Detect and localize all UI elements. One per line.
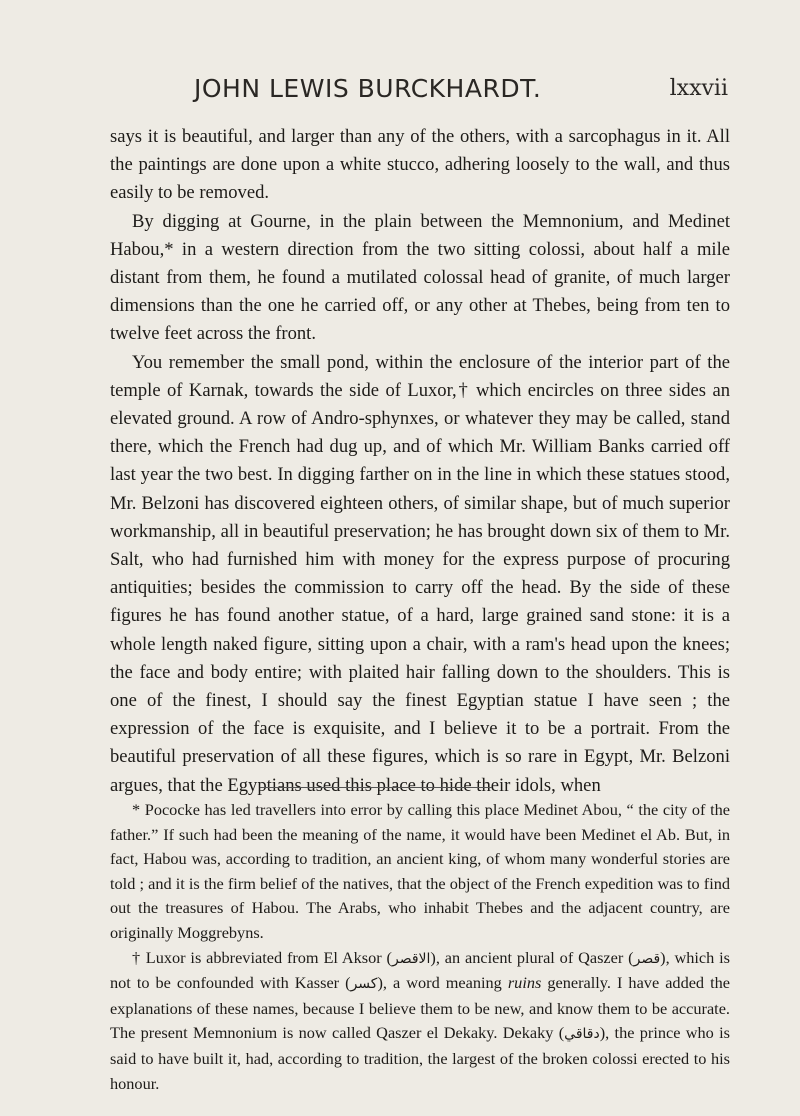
page-header bbox=[110, 74, 728, 106]
footnote-2-text-c: ), which is not to be confounded with Kasser ( bbox=[110, 947, 731, 993]
running-head: JOHN LEWIS BURCKHARDT. bbox=[194, 74, 542, 103]
paragraph-3-text-a: You remember the small pond, within the enclosure of the interior part of the temple of Karnak, towards the side of Luxor, bbox=[110, 351, 730, 401]
footnote-mark-dagger: † bbox=[456, 379, 470, 401]
page-number: lxxvii bbox=[669, 76, 728, 101]
footnote-1: * Pococke has led travellers into error by calling this place Medinet Abou, “ the city of the father.” If such had been the meaning of the name, it would have been Medinet el Ab. But, in fact, Habou was, according to tradition, an ancient king, of whom many wonderful stories are told ; and it is the firm belief of the natives, that the object of the French expedition was to find out the treasures of Habou. The Arabs, who inhabit Thebes and the adjacent country, are originally Moggrebyns. bbox=[110, 800, 730, 942]
footnote-2-text-a: † Luxor is abbreviated from El Aksor ( bbox=[132, 947, 392, 967]
paragraph-2-text-b: in a western direction from the two sitting colossi, about half a mile distant from them, he found a mutilated colossal head of granite, of much larger dimensions than the one he carried off, or any other at Thebes, being from ten to twelve feet across the front. bbox=[110, 238, 730, 345]
footnote-2-text-e: generally. I have added the explanations of these names, because I believe them to be new, and know them to be accurate. The present Memnonium is now called Qaszer el Dekaky. Dekaky ( bbox=[110, 973, 730, 1043]
arabic-word-dekaky: دقاقي bbox=[564, 1026, 600, 1043]
paragraph-3 bbox=[110, 349, 730, 800]
footnote-2-text-b: ), an ancient plural of Qaszer ( bbox=[430, 947, 634, 967]
arabic-word-kasser: كسر bbox=[350, 976, 378, 993]
footnote-mark-asterisk: * bbox=[164, 238, 174, 260]
footnote-2 bbox=[110, 946, 730, 1097]
body-text bbox=[110, 123, 730, 800]
footnote-2-text-f: ), the prince who is said to have built it, had, according to tradition, the largest of the broken colossi erected to his honour. bbox=[110, 1023, 730, 1093]
italic-word-ruins: ruins bbox=[507, 973, 542, 993]
paragraph-2-text-a: By digging at Gourne, in the plain between the Memnonium, and Medinet Habou, bbox=[110, 210, 730, 260]
footnote-2-text-d: ), a word meaning bbox=[377, 973, 508, 993]
paragraph-3-text-b: which encircles on three sides an elevated ground. A row of Andro-sphynxes, or whatever they may be called, stand there, which the French had dug up, and of which Mr. William Banks carried off last year the two best. In digging farther on in the line in which these statues stood, Mr. Belzoni has discovered eighteen others, of similar shape, but of much superior workmanship, all in beautiful preservation; he has brought down six of them to Mr. Salt, who had furnished him with money for the express purpose of procuring antiquities; besides the commission to carry off the head. By the side of these figures he has found another statue, of a hard, large grained sand stone: it is a whole length naked figure, sitting upon a chair, with a ram's head upon the knees; the face and body entire; with plaited hair falling down to the shoulders. This is one of the finest, I should say the finest Egyptian statue I have seen ; the expression of the face is exquisite, and I believe it to be a portrait. From the beautiful preservation of all these figures, which is so rare in Egypt, Mr. Belzoni argues, that the Egyptians used this place to hide their idols, when bbox=[110, 379, 730, 796]
footnote-divider bbox=[260, 787, 492, 788]
footnotes bbox=[110, 798, 730, 1096]
arabic-word-qaszer: قصر bbox=[633, 950, 661, 967]
paragraph-2 bbox=[110, 208, 730, 349]
paragraph-1: says it is beautiful, and larger than any of the others, with a sarcophagus in it. All the paintings are done upon a white stucco, adhering loosely to the wall, and thus easily to be removed. bbox=[110, 126, 730, 204]
arabic-word-aksor: الاقصر bbox=[391, 950, 431, 967]
